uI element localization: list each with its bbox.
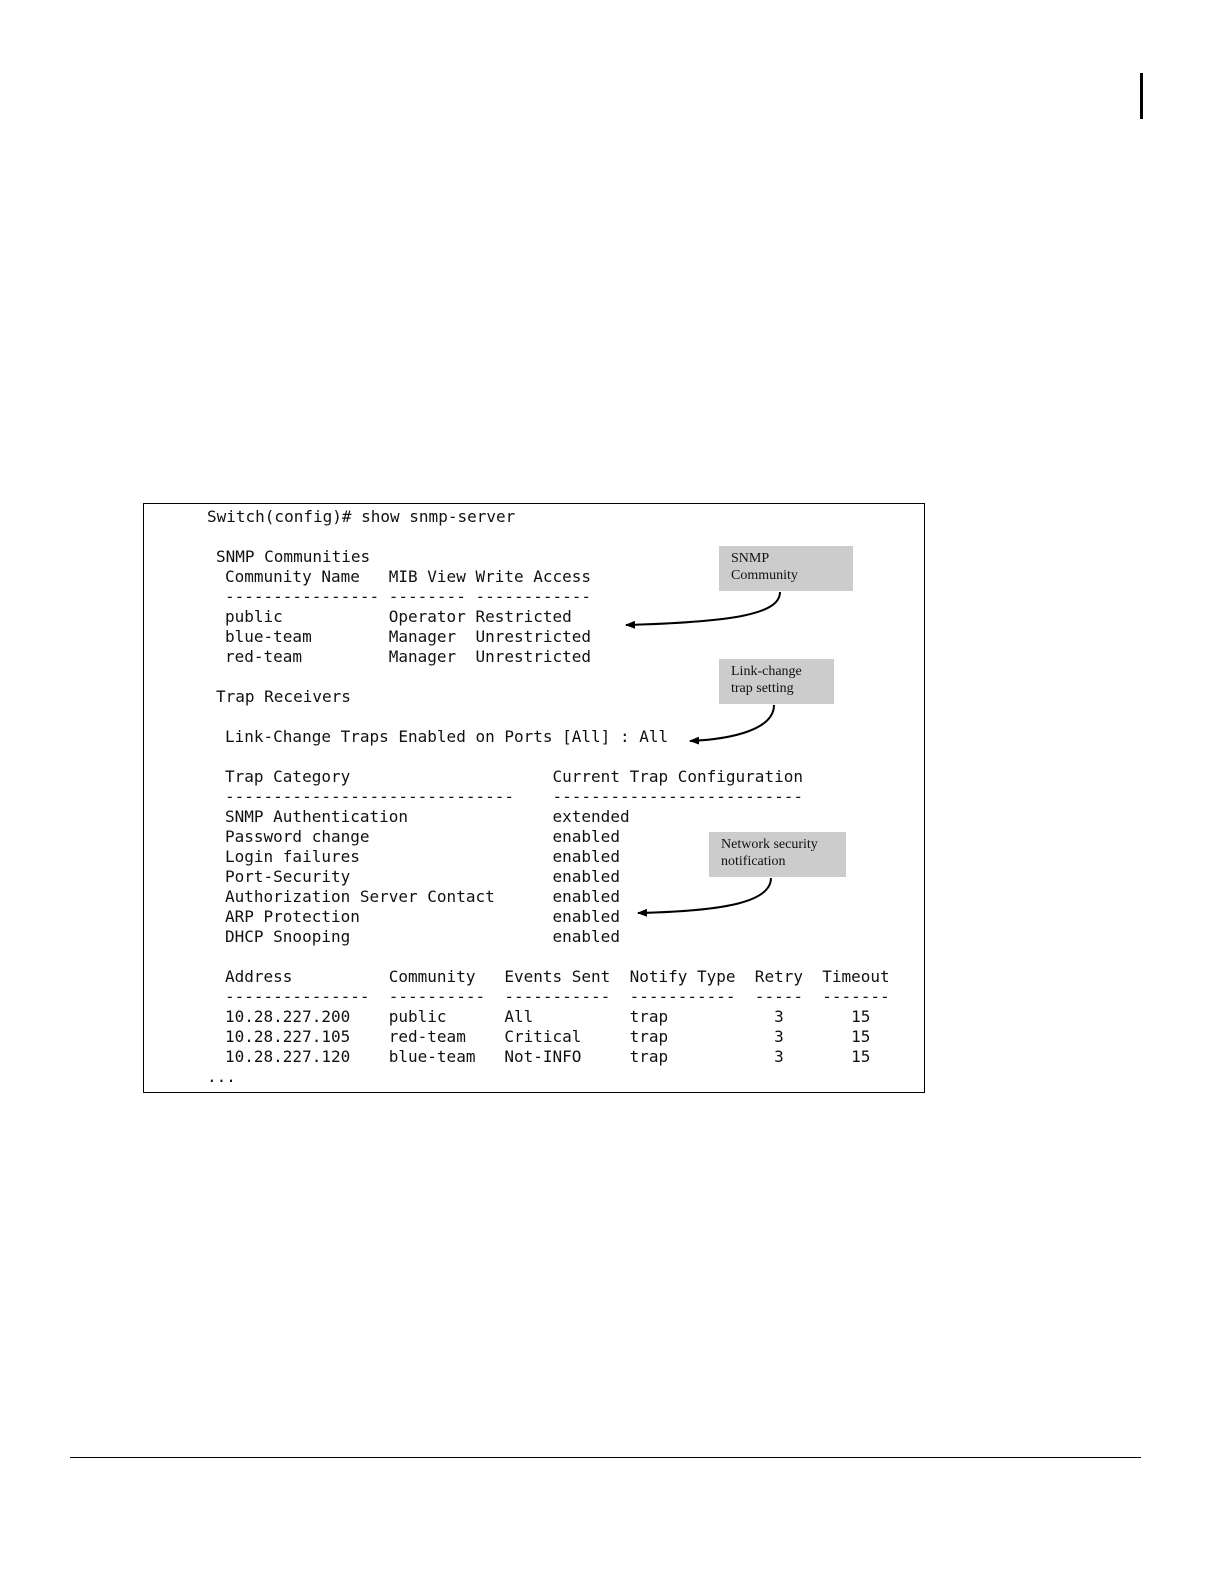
receiver-row: 10.28.227.120 blue-team Not-INFO trap 3 15	[225, 1047, 871, 1066]
community-row: red-team Manager Unrestricted	[225, 647, 592, 666]
trap-category-rule: ------------------------------ --------------------------	[225, 787, 803, 806]
link-change-line: Link-Change Traps Enabled on Ports [All] : All	[225, 727, 669, 746]
trap-category-row: Authorization Server Contact enabled	[225, 887, 620, 906]
arrow-snmp-community	[626, 592, 780, 625]
change-bar	[1140, 73, 1143, 119]
communities-rule: ---------------- -------- ------------	[225, 587, 592, 606]
trap-category-row: DHCP Snooping enabled	[225, 927, 620, 946]
trap-category-row: ARP Protection enabled	[225, 907, 620, 926]
callout-line: Community	[731, 568, 798, 583]
cli-output-figure	[143, 503, 925, 1093]
callout-line: SNMP	[731, 551, 770, 566]
community-row: public Operator Restricted	[225, 607, 572, 626]
arrow-network-security	[638, 878, 771, 913]
callout-line: trap setting	[731, 681, 794, 696]
ellipsis: ...	[207, 1067, 236, 1086]
trap-category-header: Trap Category Current Trap Configuration	[225, 767, 803, 786]
trap-category-row: Password change enabled	[225, 827, 620, 846]
community-row: blue-team Manager Unrestricted	[225, 627, 592, 646]
receivers-header: Address Community Events Sent Notify Type Retry Timeout	[225, 967, 890, 986]
communities-header: Community Name MIB View Write Access	[225, 567, 592, 586]
footer-rule	[70, 1457, 1141, 1458]
callout-arrows	[144, 504, 925, 1093]
callout-line: Network security	[721, 837, 818, 852]
receivers-rule: --------------- ---------- ----------- ----------- ----- -------	[225, 987, 890, 1006]
trap-receivers-heading: Trap Receivers	[216, 687, 351, 706]
command-line: Switch(config)# show snmp-server	[207, 507, 516, 526]
receiver-row: 10.28.227.105 red-team Critical trap 3 15	[225, 1027, 871, 1046]
communities-heading: SNMP Communities	[216, 547, 371, 566]
callout-line: Link-change	[731, 664, 802, 679]
arrow-link-change	[690, 705, 774, 741]
trap-category-row: SNMP Authentication extended	[225, 807, 630, 826]
receiver-row: 10.28.227.200 public All trap 3 15	[225, 1007, 871, 1026]
trap-category-row: Port-Security enabled	[225, 867, 620, 886]
callout-line: notification	[721, 854, 786, 869]
trap-category-row: Login failures enabled	[225, 847, 620, 866]
